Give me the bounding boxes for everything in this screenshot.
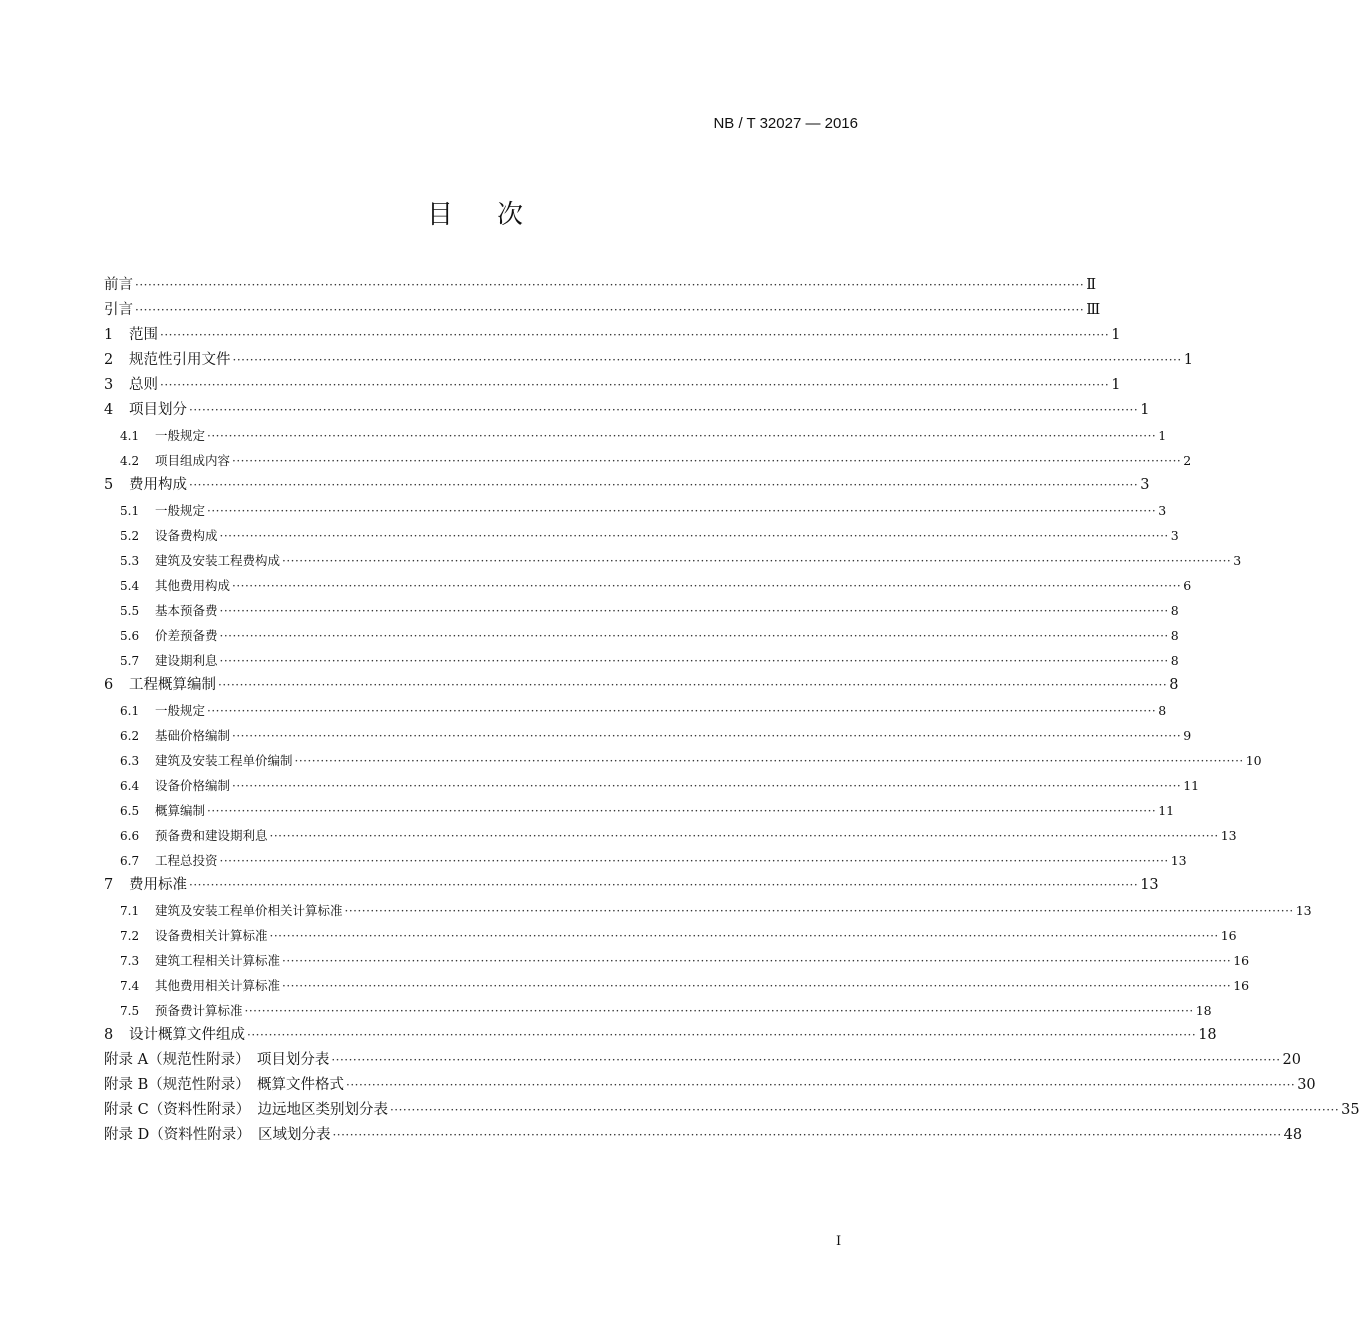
- toc-leader-dots: ····························································································································································································································: [219, 529, 1169, 543]
- toc-entry[interactable]: [104, 323, 1121, 348]
- toc-entry[interactable]: [104, 873, 1159, 898]
- toc-leader-dots: ····························································································································································································································: [207, 804, 1157, 818]
- toc-entry-number: 3: [104, 377, 114, 393]
- toc-entry[interactable]: [104, 298, 1101, 323]
- toc-entry[interactable]: [104, 373, 1121, 398]
- toc-leader-dots: ····························································································································································································································: [346, 1078, 1296, 1092]
- toc-entry-number: 6.3: [120, 754, 140, 768]
- toc-entry-number: 1: [104, 327, 114, 343]
- toc-leader-dots: ····························································································································································································································: [189, 878, 1139, 892]
- toc-entry-number: 5.4: [120, 579, 140, 593]
- toc-entry-page: 13: [1170, 853, 1187, 868]
- toc-subentry[interactable]: [104, 973, 1250, 998]
- toc-entry-page: 16: [1220, 928, 1237, 943]
- toc-entry-number: 6.6: [120, 829, 140, 843]
- toc-entry-page: 3: [1140, 477, 1150, 493]
- toc-entry-title: 基础价格编制: [155, 728, 231, 743]
- toc-entry-number: 5.7: [120, 654, 140, 668]
- toc-entry-page: 18: [1198, 1027, 1217, 1043]
- toc-entry[interactable]: [104, 273, 1097, 298]
- toc-entry-page: 8: [1170, 628, 1179, 643]
- toc-entry-number: 7.5: [120, 1004, 140, 1018]
- toc-leader-dots: ····························································································································································································································: [282, 554, 1232, 568]
- toc-entry-title: 建筑及安装工程单价编制: [155, 753, 293, 768]
- toc-leader-dots: ····························································································································································································································: [135, 278, 1085, 292]
- toc-entry-title: 费用构成: [129, 477, 187, 493]
- page-number: I: [836, 1234, 842, 1249]
- toc-entry-page: 2: [1183, 453, 1192, 468]
- toc-leader-dots: ····························································································································································································································: [219, 629, 1169, 643]
- toc-entry-page: 9: [1183, 728, 1192, 743]
- toc-entry-number: 6.5: [120, 804, 140, 818]
- toc-leader-dots: ····························································································································································································································: [160, 378, 1110, 392]
- toc-entry-number: 7.1: [120, 904, 140, 918]
- toc-leader-dots: ····························································································································································································································: [232, 353, 1182, 367]
- toc-entry-page: 11: [1158, 803, 1175, 818]
- toc-entry-title: 附录 B（规范性附录） 概算文件格式: [104, 1077, 345, 1093]
- toc-leader-dots: ····························································································································································································································: [269, 929, 1219, 943]
- toc-entry-page: 3: [1158, 503, 1167, 518]
- toc-entry-number: 5.2: [120, 529, 140, 543]
- toc-entry-page: 13: [1140, 877, 1159, 893]
- toc-entry-number: 7.2: [120, 929, 140, 943]
- toc-entry-title: 项目组成内容: [155, 453, 231, 468]
- toc-entry[interactable]: [104, 1073, 1316, 1098]
- toc-leader-dots: ····························································································································································································································: [207, 429, 1157, 443]
- toc-entry-page: 10: [1245, 753, 1262, 768]
- toc-entry-title: 一般规定: [155, 503, 206, 518]
- toc-subentry[interactable]: [104, 898, 1312, 923]
- toc-entry-title: 工程总投资: [155, 853, 218, 868]
- toc-entry-page: 1: [1140, 402, 1150, 418]
- toc-entry-title: 价差预备费: [155, 628, 218, 643]
- toc-entry-title: 引言: [104, 302, 133, 318]
- toc-entry-page: 3: [1170, 528, 1179, 543]
- toc-entry[interactable]: [104, 1123, 1303, 1148]
- toc-leader-dots: ····························································································································································································································: [344, 904, 1294, 918]
- toc-entry-title: 建筑及安装工程费构成: [155, 553, 281, 568]
- toc-leader-dots: ····························································································································································································································: [232, 729, 1182, 743]
- toc-entry-title: 预备费和建设期利息: [155, 828, 268, 843]
- toc-entry-title: 附录 C（资料性附录） 边远地区类别划分表: [104, 1102, 388, 1118]
- toc-leader-dots: ····························································································································································································································: [219, 654, 1169, 668]
- toc-leader-dots: ····························································································································································································································: [218, 678, 1168, 692]
- toc-entry-number: 2: [104, 352, 114, 368]
- toc-entry-number: 6.2: [120, 729, 140, 743]
- toc-entry-page: Ⅲ: [1086, 302, 1101, 318]
- toc-entry-title: 建设期利息: [155, 653, 218, 668]
- toc-entry-title: 预备费计算标准: [155, 1003, 243, 1018]
- toc-entry-number: 5: [104, 477, 114, 493]
- toc-entry-page: 8: [1170, 653, 1179, 668]
- toc-entry-number: 6: [104, 677, 114, 693]
- toc-entry[interactable]: [104, 398, 1150, 423]
- table-of-contents: [104, 273, 1360, 1148]
- toc-entry-title: 建筑及安装工程单价相关计算标准: [155, 903, 343, 918]
- toc-leader-dots: ····························································································································································································································: [332, 1128, 1282, 1142]
- toc-leader-dots: ····························································································································································································································: [219, 604, 1169, 618]
- toc-leader-dots: ····························································································································································································································: [232, 579, 1182, 593]
- toc-leader-dots: ····························································································································································································································: [389, 1103, 1340, 1117]
- toc-entry-title: 建筑工程相关计算标准: [155, 953, 281, 968]
- toc-subentry[interactable]: [104, 823, 1237, 848]
- toc-entry-number: 4.1: [120, 429, 140, 443]
- toc-subentry[interactable]: [104, 923, 1237, 948]
- toc-entry-title: 总则: [129, 377, 158, 393]
- toc-entry-title: 一般规定: [155, 703, 206, 718]
- toc-entry-page: 8: [1169, 677, 1179, 693]
- toc-leader-dots: ····························································································································································································································: [207, 504, 1157, 518]
- toc-leader-dots: ····························································································································································································································: [189, 478, 1139, 492]
- toc-entry-page: 48: [1283, 1127, 1303, 1143]
- toc-subentry[interactable]: [104, 648, 1179, 673]
- toc-entry-title: 前言: [104, 277, 133, 293]
- toc-entry-number: 4: [104, 402, 114, 418]
- toc-leader-dots: ····························································································································································································································: [244, 1004, 1194, 1018]
- toc-entry-number: 7: [104, 877, 114, 893]
- toc-entry[interactable]: [104, 1098, 1360, 1123]
- toc-subentry[interactable]: [104, 698, 1167, 723]
- toc-entry-page: Ⅱ: [1086, 277, 1097, 293]
- toc-entry[interactable]: [104, 1023, 1217, 1048]
- toc-leader-dots: ····························································································································································································································: [282, 979, 1232, 993]
- toc-entry-page: 3: [1233, 553, 1242, 568]
- toc-entry-number: 8: [104, 1027, 114, 1043]
- toc-entry-title: 项目划分: [129, 402, 187, 418]
- toc-subentry[interactable]: [104, 723, 1192, 748]
- toc-entry-page: 8: [1158, 703, 1167, 718]
- toc-entry[interactable]: [104, 1048, 1301, 1073]
- toc-entry-number: 7.4: [120, 979, 140, 993]
- toc-entry-number: 6.4: [120, 779, 140, 793]
- toc-entry-page: 1: [1111, 377, 1121, 393]
- toc-entry-page: 1: [1183, 352, 1193, 368]
- toc-entry-title: 概算编制: [155, 803, 206, 818]
- toc-leader-dots: ····························································································································································································································: [232, 454, 1182, 468]
- toc-entry-page: 18: [1195, 1003, 1212, 1018]
- toc-entry-page: 16: [1233, 978, 1250, 993]
- toc-subentry[interactable]: [104, 623, 1179, 648]
- page-title: 目次: [426, 200, 567, 230]
- toc-entry-page: 11: [1183, 778, 1200, 793]
- toc-entry-title: 工程概算编制: [129, 677, 216, 693]
- toc-entry-number: 7.3: [120, 954, 140, 968]
- toc-entry-page: 13: [1295, 903, 1312, 918]
- standard-code: NB / T 32027 — 2016: [713, 115, 858, 132]
- toc-subentry[interactable]: [104, 573, 1192, 598]
- toc-entry[interactable]: [104, 348, 1193, 373]
- toc-entry-number: 5.3: [120, 554, 140, 568]
- toc-subentry[interactable]: [104, 998, 1212, 1023]
- toc-entry-title: 一般规定: [155, 428, 206, 443]
- toc-entry-number: 6.7: [120, 854, 140, 868]
- toc-subentry[interactable]: [104, 848, 1187, 873]
- toc-entry-title: 设备费构成: [155, 528, 218, 543]
- toc-entry-title: 附录 A（规范性附录） 项目划分表: [104, 1052, 330, 1068]
- toc-entry-title: 范围: [129, 327, 158, 343]
- toc-leader-dots: ····························································································································································································································: [294, 754, 1244, 768]
- toc-entry-title: 设计概算文件组成: [129, 1027, 245, 1043]
- toc-entry-number: 4.2: [120, 454, 140, 468]
- toc-entry-number: 5.6: [120, 629, 140, 643]
- toc-entry-page: 13: [1220, 828, 1237, 843]
- toc-subentry[interactable]: [104, 448, 1192, 473]
- toc-leader-dots: ····························································································································································································································: [207, 704, 1157, 718]
- toc-entry-number: 6.1: [120, 704, 140, 718]
- toc-entry-title: 规范性引用文件: [129, 352, 231, 368]
- toc-entry[interactable]: [104, 473, 1150, 498]
- toc-entry-title: 设备价格编制: [155, 778, 231, 793]
- toc-leader-dots: ····························································································································································································································: [269, 829, 1219, 843]
- toc-subentry[interactable]: [104, 498, 1167, 523]
- toc-leader-dots: ····························································································································································································································: [247, 1028, 1197, 1042]
- toc-entry-title: 费用标准: [129, 877, 187, 893]
- toc-entry-page: 8: [1170, 603, 1179, 618]
- toc-leader-dots: ····························································································································································································································: [189, 403, 1139, 417]
- toc-subentry[interactable]: [104, 773, 1200, 798]
- toc-leader-dots: ····························································································································································································································: [232, 779, 1182, 793]
- toc-leader-dots: ····························································································································································································································: [282, 954, 1232, 968]
- toc-entry-page: 16: [1233, 953, 1250, 968]
- toc-entry-number: 5.5: [120, 604, 140, 618]
- toc-entry-page: 20: [1282, 1052, 1301, 1068]
- toc-entry-title: 设备费相关计算标准: [155, 928, 268, 943]
- toc-entry[interactable]: [104, 673, 1179, 698]
- toc-subentry[interactable]: [104, 548, 1242, 573]
- toc-entry-title: 其他费用构成: [155, 578, 231, 593]
- toc-subentry[interactable]: [104, 598, 1179, 623]
- toc-subentry[interactable]: [104, 798, 1175, 823]
- toc-entry-page: 30: [1297, 1077, 1316, 1093]
- toc-entry-title: 其他费用相关计算标准: [155, 978, 281, 993]
- toc-subentry[interactable]: [104, 423, 1167, 448]
- toc-entry-page: 6: [1183, 578, 1192, 593]
- toc-subentry[interactable]: [104, 948, 1250, 973]
- toc-entry-number: 5.1: [120, 504, 140, 518]
- toc-entry-title: 附录 D（资料性附录） 区域划分表: [104, 1127, 331, 1143]
- toc-leader-dots: ····························································································································································································································: [135, 303, 1085, 317]
- toc-leader-dots: ····························································································································································································································: [331, 1053, 1281, 1067]
- toc-entry-page: 1: [1111, 327, 1121, 343]
- toc-subentry[interactable]: [104, 523, 1179, 548]
- toc-entry-page: 35: [1341, 1102, 1360, 1118]
- toc-entry-title: 基本预备费: [155, 603, 218, 618]
- toc-subentry[interactable]: [104, 748, 1262, 773]
- toc-leader-dots: ····························································································································································································································: [160, 328, 1110, 342]
- toc-leader-dots: ····························································································································································································································: [219, 854, 1169, 868]
- toc-entry-page: 1: [1158, 428, 1167, 443]
